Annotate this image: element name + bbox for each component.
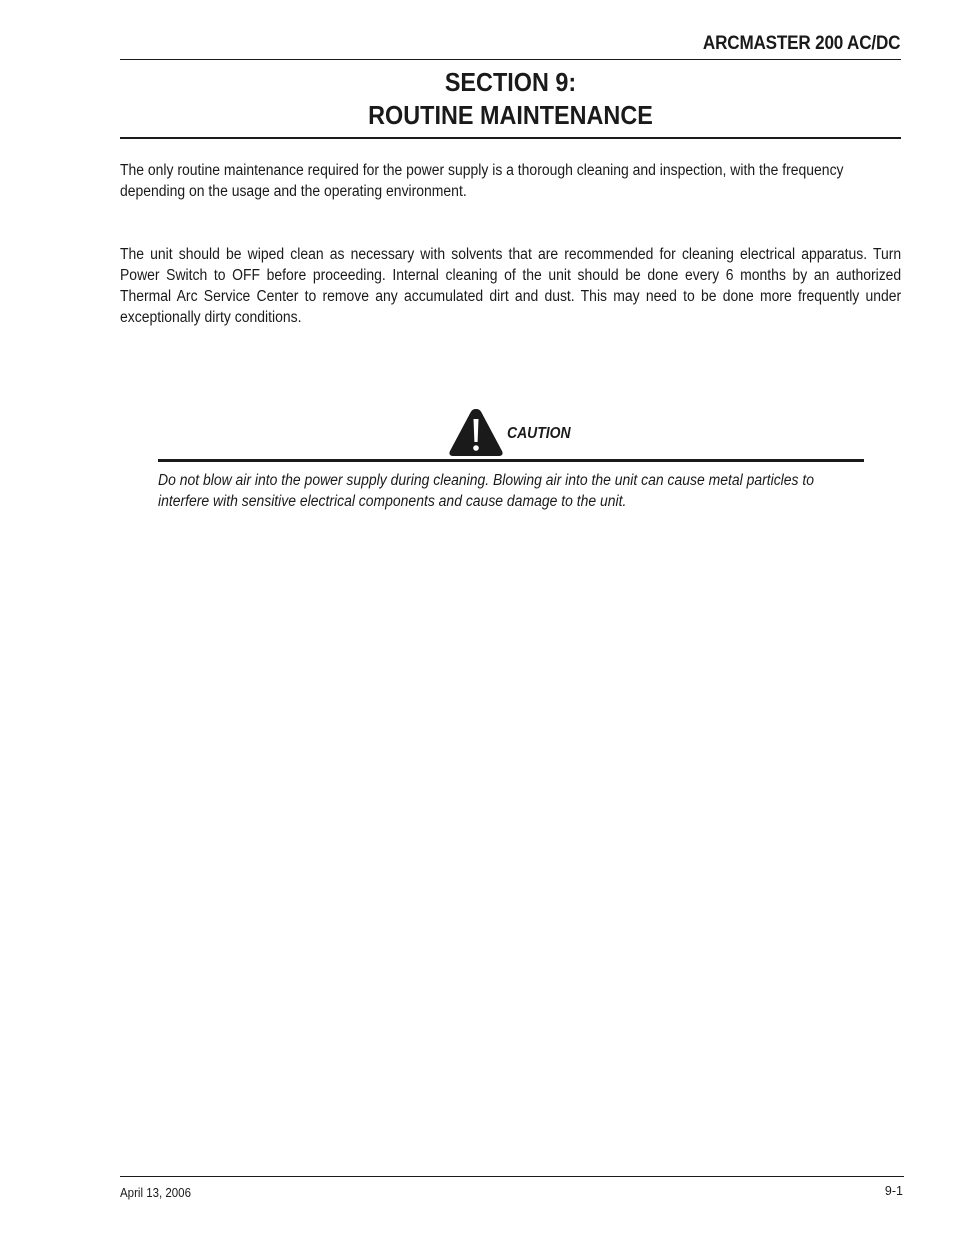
section-title — [120, 66, 901, 132]
caution-label: CAUTION — [507, 424, 571, 442]
footer-divider — [120, 1176, 904, 1177]
cleaning-paragraph: The unit should be wiped clean as necessary with solvents that are recommended for cleaning electrical apparatus. Turn Power Switch to OFF before proceeding. Internal cleaning of the unit should be done every 6 months by an authorized Thermal Arc Service Center to remove any accumulated dirt and dust. This may need to be done more frequently under exceptionally dirty conditions. — [120, 246, 902, 326]
caution-text: Do not blow air into the power supply during cleaning. Blowing air into the unit can cause metal particles to interfere with sensitive electrical components and cause damage to the unit. — [158, 472, 815, 510]
title-divider — [120, 137, 901, 139]
product-title: ARCMASTER 200 AC/DC — [702, 33, 900, 54]
section-title-line1: SECTION 9: — [444, 67, 577, 97]
page-number: 9-1 — [884, 1184, 903, 1198]
caution-header — [448, 407, 578, 457]
section-title-line2: ROUTINE MAINTENANCE — [368, 100, 653, 130]
warning-triangle-icon — [448, 407, 504, 457]
caution-divider — [158, 459, 864, 462]
header-divider — [120, 59, 901, 60]
footer-date: April 13, 2006 — [120, 1186, 191, 1200]
intro-paragraph: The only routine maintenance required for the power supply is a thorough cleaning and inspection, with the frequency depending on the usage and the operating environment. — [120, 162, 844, 200]
